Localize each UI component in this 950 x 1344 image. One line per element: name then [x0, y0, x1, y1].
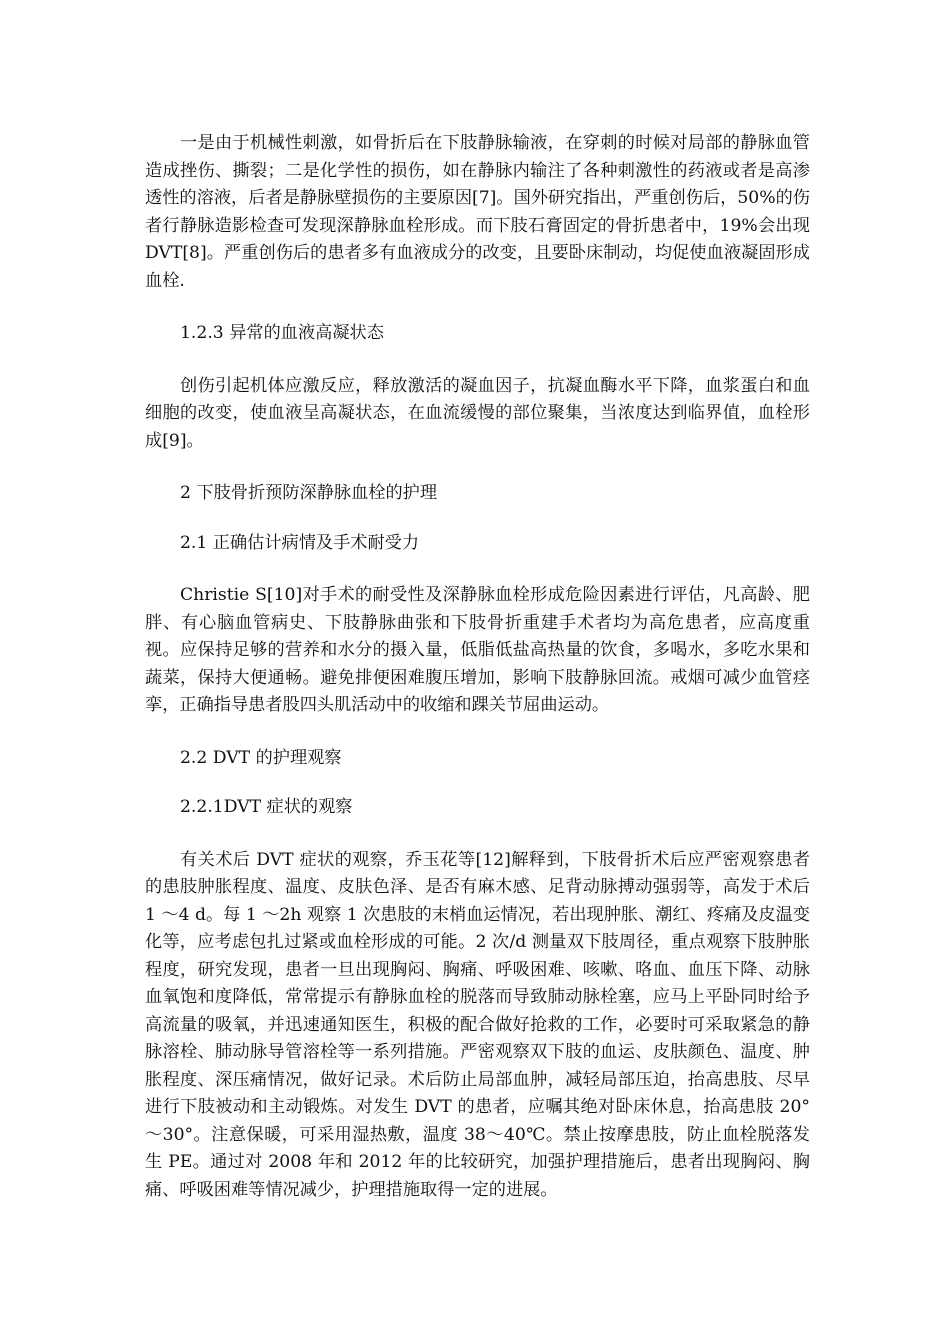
paragraph-vessel-injury: 一是由于机械性刺激，如骨折后在下肢静脉输液，在穿刺的时候对局部的静脉血管造成挫伤、撕裂；二是化学性的损伤，如在静脉内输注了各种刺激性的药液或者是高渗透性的溶液，后者是静脉壁损伤的主要原因[7]。国外研究指出，严重创伤后，50%的伤者行静脉造影检查可发现深静脉血栓形成。而下肢石膏固定的骨折患者中，19%会出现 DVT[8]。严重创伤后的患者多有血液成分的改变，且要卧床制动，均促使血液凝固形成血栓.: [145, 133, 810, 291]
paragraph-dvt-observation: 有关术后 DVT 症状的观察，乔玉花等[12]解释到，下肢骨折术后应严密观察患者的患肢肿胀程度、温度、皮肤色泽、是否有麻木感、足背动脉搏动强弱等，高发于术后 1 ～4 d。每 1 ～2h 观察 1 次患肢的末梢血运情况，若出现肿胀、潮红、疼痛及皮温变化等，应考虑包扎过紧或血栓形成的可能。2 次/d 测量双下肢周径，重点观察下肢肿胀程度，研究发现，患者一旦出现胸闷、胸痛、呼吸困难、咳嗽、咯血、血压下降、动脉血氧饱和度降低，常常提示有静脉血栓的脱落而导致肺动脉栓塞，应马上平卧同时给予高流量的吸氧，并迅速通知医生，积极的配合做好抢救的工作，必要时可采取紧急的静脉溶栓、肺动脉导管溶栓等一系列措施。严密观察双下肢的血运、皮肤颜色、温度、肿胀程度、深压痛情况，做好记录。术后防止局部血肿，减轻局部压迫，抬高患肢、尽早进行下肢被动和主动锻炼。对发生 DVT 的患者，应嘱其绝对卧床休息，抬高患肢 20°～30°。注意保暖，可采用湿热敷，温度 38～40℃。禁止按摩患肢，防止血栓脱落发生 PE。通过对 2008 年和 2012 年的比较研究，加强护理措施后，患者出现胸闷、胸痛、呼吸困难等情况减少，护理措施取得一定的进展。: [145, 849, 810, 1200]
paragraph-surgical-tolerance: Christie S[10]对手术的耐受性及深静脉血栓形成危险因素进行评估，凡高龄、肥胖、有心脑血管病史、下肢静脉曲张和下肢骨折重建手术者均为高危患者，应高度重视。应保持足够的营养和水分的摄入量，低脂低盐高热量的饮食，多喝水，多吃水果和蔬菜，保持大便通畅。避免排便困难腹压增加，影响下肢静脉回流。戒烟可减少血管痉挛，正确指导患者股四头肌活动中的收缩和踝关节屈曲运动。: [145, 585, 810, 715]
heading-2-2-1: 2.2.1DVT 症状的观察: [180, 797, 353, 817]
spacer: [145, 295, 810, 320]
heading-2-1: 2.1 正确估计病情及手术耐受力: [180, 532, 420, 553]
spacer: [145, 557, 810, 582]
spacer: [145, 822, 810, 847]
spacer: [145, 348, 810, 373]
spacer: [145, 772, 810, 794]
spacer: [145, 720, 810, 745]
spacer: [145, 455, 810, 480]
spacer: [145, 508, 810, 530]
heading-2: 2 下肢骨折预防深静脉血栓的护理: [180, 483, 438, 503]
heading-2-2: 2.2 DVT 的护理观察: [180, 747, 342, 768]
document-page: [145, 130, 810, 1204]
heading-1-2-3: 1.2.3 异常的血液高凝状态: [180, 323, 384, 343]
paragraph-hypercoagulable: 创伤引起机体应激反应，释放激活的凝血因子，抗凝血酶水平下降，血浆蛋白和血细胞的改变，使血液呈高凝状态，在血流缓慢的部位聚集，当浓度达到临界值，血栓形成[9]。: [145, 375, 810, 451]
